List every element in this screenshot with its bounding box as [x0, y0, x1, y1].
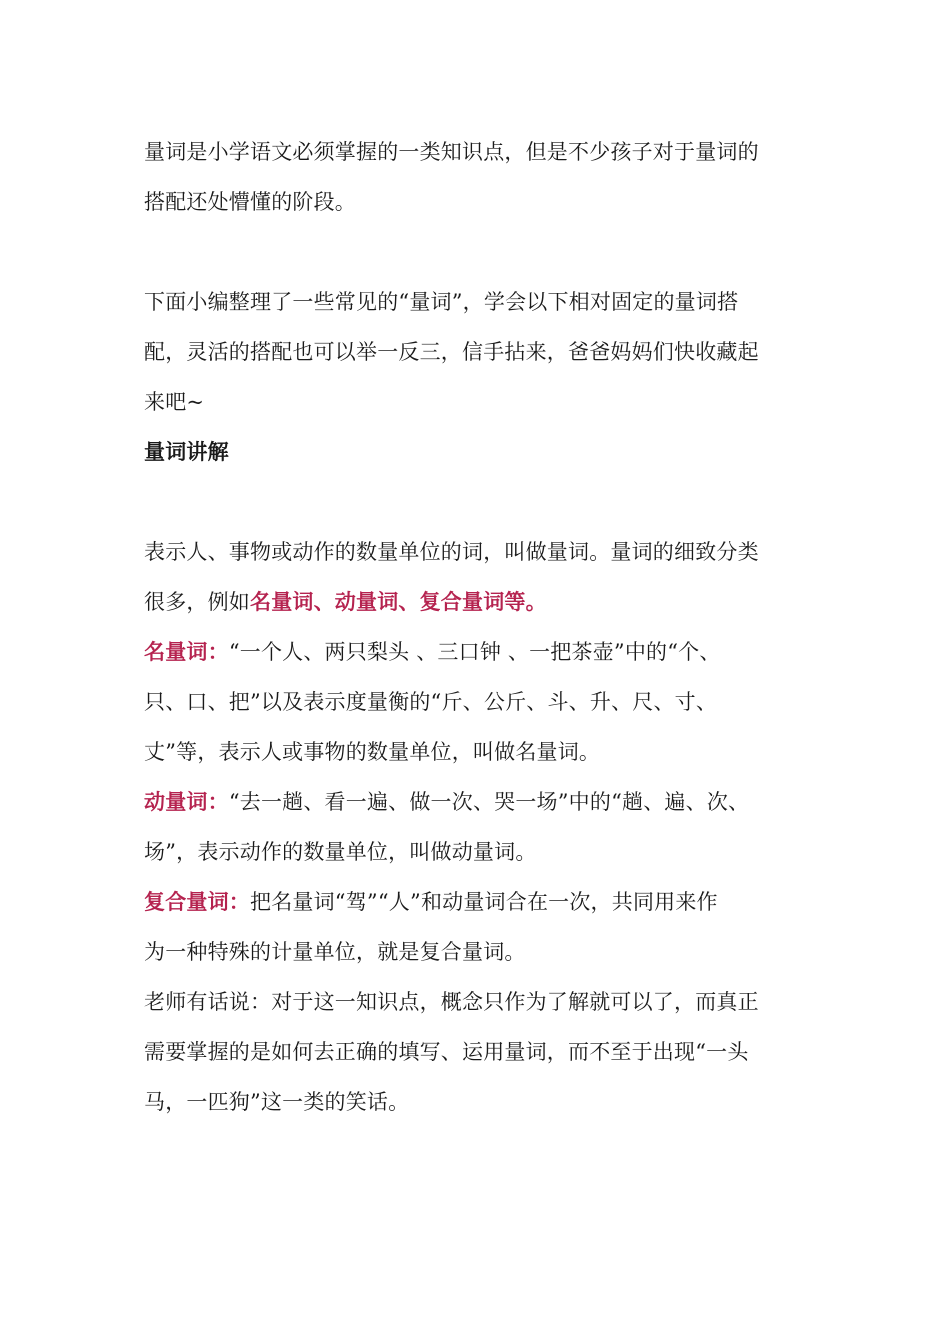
teacher-note-line-3: 马，一匹狗”这一类的笑话。	[144, 1090, 410, 1114]
compound-classifier-term: 复合量词：	[144, 889, 250, 914]
lead-line-1: 下面小编整理了一些常见的“量词”，学会以下相对固定的量词搭	[144, 290, 739, 314]
noun-classifier-term: 名量词：	[144, 639, 229, 664]
noun-classifier-line-2: 只、口、把”以及表示度量衡的“斤、公斤、斗、升、尺、寸、	[144, 690, 718, 714]
compound-classifier-line-1-rest: 把名量词“驾”“人”和动量词合在一次，共同用来作	[250, 890, 718, 914]
intro-line-1: 量词是小学语文必须掌握的一类知识点，但是不少孩子对于量词的	[144, 140, 759, 164]
noun-classifier-line-1	[144, 638, 721, 666]
teacher-note-line-1: 老师有话说：对于这一知识点，概念只作为了解就可以了，而真正	[144, 990, 759, 1014]
compound-classifier-line-2: 为一种特殊的计量单位，就是复合量词。	[144, 940, 526, 964]
teacher-note-line-2: 需要掌握的是如何去正确的填写、运用量词，而不至于出现“一头	[144, 1040, 749, 1064]
noun-classifier-line-3: 丈”等，表示人或事物的数量单位，叫做名量词。	[144, 740, 601, 764]
lead-line-3: 来吧~	[144, 390, 205, 414]
noun-classifier-line-1-rest: “一个人、两只梨头 、三口钟 、一把茶壶”中的“个、	[228, 640, 721, 664]
verb-classifier-term: 动量词：	[144, 789, 229, 814]
definition-line-2	[144, 588, 547, 616]
definition-line-2-prefix: 很多，例如	[144, 590, 250, 614]
intro-line-2: 搭配还处懵懂的阶段。	[144, 190, 356, 214]
compound-classifier-line-1	[144, 888, 718, 916]
lead-line-2: 配，灵活的搭配也可以举一反三，信手拈来，爸爸妈妈们快收藏起	[144, 340, 759, 364]
verb-classifier-line-1-rest: “去一趟、看一遍、做一次、哭一场”中的“趟、遍、次、	[228, 790, 750, 814]
verb-classifier-line-1	[144, 788, 749, 816]
definition-highlight: 名量词、动量词、复合量词等。	[250, 589, 547, 614]
section-heading: 量词讲解	[144, 439, 229, 464]
definition-line-1: 表示人、事物或动作的数量单位的词，叫做量词。量词的细致分类	[144, 540, 759, 564]
verb-classifier-line-2: 场”，表示动作的数量单位，叫做动量词。	[144, 840, 537, 864]
